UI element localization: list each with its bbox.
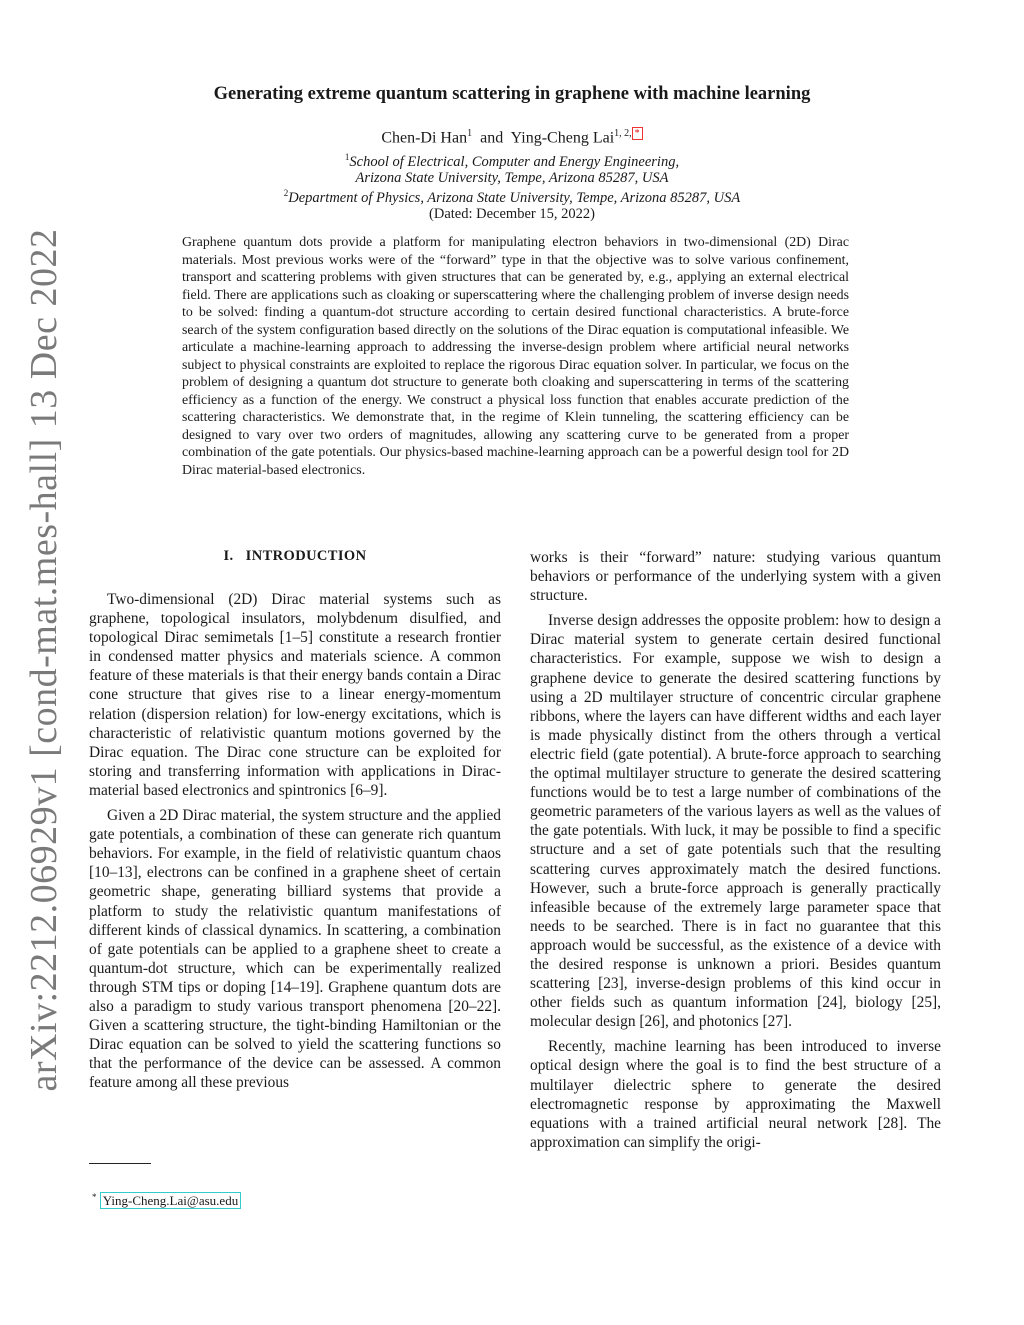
author-name: Ying-Cheng Lai xyxy=(510,129,615,147)
affiliation-1-line-1: $^1$School of Electrical, Computer and Energy Engineering, xyxy=(344,152,680,170)
left-column xyxy=(89,590,501,1092)
author-line xyxy=(0,128,1024,147)
paragraph: Two-dimensional (2D) Dirac material systems such as graphene, topological insulators, molybdenum disulfied, and topological Dirac semimetals [1–5] constitute a research frontier in condensed matter physics and materials science. A common feature of these materials is that their energy bands contain a Dirac cone structure that gives rise to a linear energy-momentum relation (dispersion relation) for low-energy excitations, which is characteristic of relativistic quantum motions governed by the Dirac equation. The Dirac cone structure can be exploited for storing and transferring information with applications in Dirac-material based electronics and spintronics [6–9]. xyxy=(89,591,501,799)
arxiv-sidebar-stamp xyxy=(22,228,66,1092)
affiliation-1-line-2: Arizona State University, Tempe, Arizona 85287, USA xyxy=(355,170,669,186)
author-conjunction: and xyxy=(480,129,504,147)
affiliation-2: $^2$Department of Physics, Arizona State University, Tempe, Arizona 85287, USA xyxy=(283,188,741,206)
right-column xyxy=(530,548,941,1152)
paragraph: Given a 2D Dirac material, the system structure and the applied gate potentials, a combination of these can generate rich quantum behaviors. For example, in the field of relativistic quantum chaos [10–13], electrons can be confined in a graphene sheet of certain geometric shape, generating billiard systems that provide a platform to study the relativistic quantum manifestations of different kinds of classical dynamics. In scattering, a combination of gate potentials can be applied to a graphene sheet to create a quantum-dot structure, which can be experimentally realized through STM tips or doping [14–19]. Graphene quantum dots are also a paradigm to study various transport phenomena [20–22]. Given a scattering structure, the tight-binding Hamiltonian or the Dirac equation can be solved to yield the scattering functions so that the performance of the device can be assessed. A common feature among all these previous xyxy=(89,807,501,1092)
paragraph: Inverse design addresses the opposite problem: how to design a Dirac material system to generate certain desired functional characteristics. For example, suppose we wish to design a graphene device to generate the desired scattering functions by using a 2D multilayer structure of concentric circular graphene ribbons, where the layers can have different widths and each layer is made physically distinct from the others through a vertical electric field (gate potential). A brute-force approach to searching the optimal multilayer structure to generate the desired scattering functions would be to test a large number of combinations of the geometric parameters of the various layers as well as the values of the gate potentials. With luck, it may be possible to find a specific structure and a set of gate potentials such that the resulting scattering curves approximately match the desired functions. However, such a brute-force approach is generally practically infeasible because of the extremely large parameter space that needs to be searched. There is in fact no guarantee that this approach would be successful, as the existence of a device with the desired response is unknown a priori. Besides quantum scattering [23], inverse-design problems of this kind occur in other fields such as quantum information [24], biology [25], molecular design [26], and photonics [27]. xyxy=(530,612,941,1031)
author-affiliation-mark: 1 xyxy=(467,128,473,139)
footnote-marker: * xyxy=(92,1192,97,1202)
paper-title: Generating extreme quantum scattering in graphene with machine learning xyxy=(213,84,811,104)
abstract: Graphene quantum dots provide a platform for manipulating electron behaviors in two-dimensional (2D) Dirac materials. Most previous works were of the “forward” type in that the objective was to solve various confinement, transport and scattering problems with given structures that can be generated by, e.g., applying an external electrical field. There are applications such as cloaking or superscattering where the challenging problem of inverse design needs to be solved: finding a quantum-dot structure according to certain desired functional characteristics. A brute-force search of the system configuration based directly on the solutions of the Dirac equation is computational infeasible. We articulate a machine-learning approach to addressing the inverse-design problem where artificial neural networks subject to physical constraints are exploited to replace the rigorous Dirac equation solver. In particular, we focus on the problem of designing a quantum dot structure to generate both cloaking and superscattering in terms of the scattering efficiency as a function of the energy. We construct a physical loss function that enables accurate prediction of the scattering characteristics. We demonstrate that, in the regime of Klein tunneling, the scattering efficiency can be designed to vary over two orders of magnitudes, allowing any scattering curve to be generated from a proper combination of the gate potentials. Our physics-based machine-learning approach can be a powerful design tool for 2D Dirac material-based electronics. xyxy=(182,235,849,478)
corresponding-author-link[interactable]: * xyxy=(632,127,643,140)
section-number: I. xyxy=(223,548,234,564)
date-line: (Dated: December 15, 2022) xyxy=(429,206,595,222)
author-affiliation-mark: 1, 2, xyxy=(614,128,632,139)
section-heading xyxy=(89,548,501,565)
author-name: Chen-Di Han xyxy=(381,129,468,147)
arxiv-identifier: arXiv:2212.06929v1 [cond-mat.mes-hall] 13 Dec 2022 xyxy=(23,228,65,1092)
email-link[interactable]: Ying-Cheng.Lai@asu.edu xyxy=(100,1192,241,1209)
paragraph: Recently, machine learning has been introduced to inverse optical design where the goal is to find the best structure of a multilayer dielectric sphere to generate the desired electromagnetic response by approximating the Maxwell equations with a trained artificial neural network [28]. The approximation can simplify the origi- xyxy=(530,1038,941,1151)
section-title: INTRODUCTION xyxy=(245,548,367,564)
paragraph: works is their “forward” nature: studying various quantum behaviors or performance of the underlying system with a given structure. xyxy=(530,549,941,605)
footnote xyxy=(92,1192,241,1209)
footnote-divider xyxy=(89,1163,151,1164)
